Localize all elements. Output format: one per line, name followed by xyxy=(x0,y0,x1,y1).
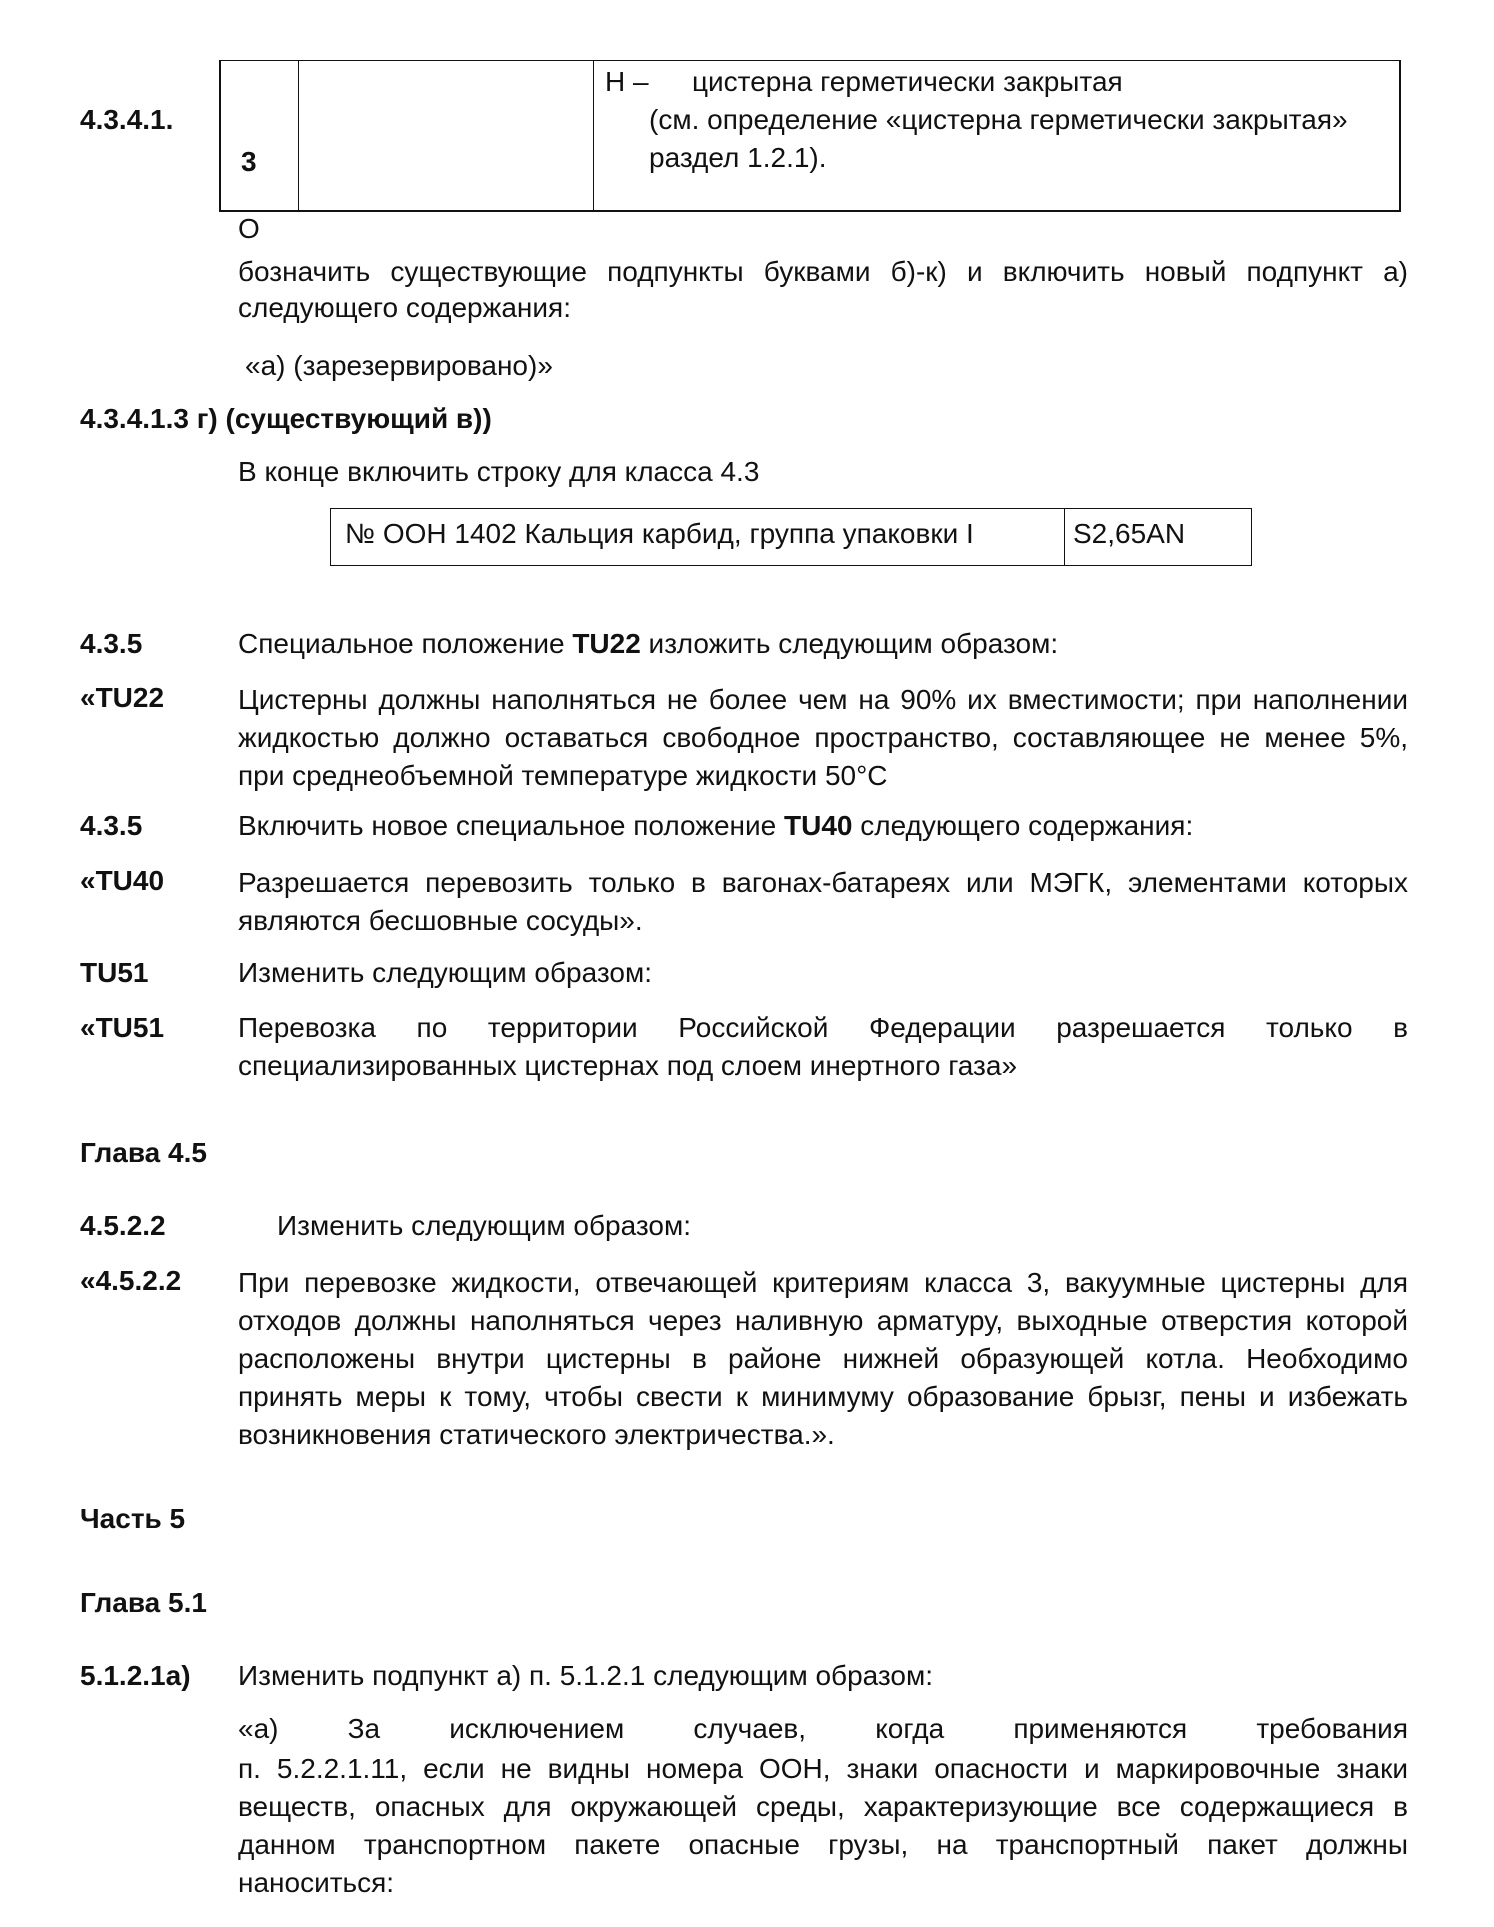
num-435-b: 4.3.5 xyxy=(80,810,143,841)
ch51-quote-line1: «а) За исключением случаев, когда применяются требования xyxy=(238,1713,1408,1744)
tu40-instruction xyxy=(238,809,1193,843)
tu22-instruction xyxy=(238,627,1058,661)
table-divider xyxy=(1064,509,1065,565)
table-cell-h-line2: (см. определение «цистерна герметически закрытая» xyxy=(649,104,1348,135)
quote-text-4522: При перевозке жидкости, отвечающей критериям класса 3, вакуумные цистерны для отходов должны наполняться через наливную арматуру, выходные отверстия которой расположены внутри цистерны в районе нижней образующей котла. Необходимо принять меры к тому, чтобы свести к минимуму образование брызг, пены и избежать возникновения статического электричества.». xyxy=(238,1267,1408,1450)
o-quote: «а) (зарезервировано)» xyxy=(245,350,553,381)
tu40-code: TU40 xyxy=(784,810,853,841)
num-4522: 4.5.2.2 xyxy=(80,1210,166,1241)
table-cell-code: 3 xyxy=(241,146,257,177)
tu51-quote-line2: специализированных цистернах под слоем инертного газа» xyxy=(238,1050,1018,1081)
tu40-text-a: Включить новое специальное положение xyxy=(238,810,784,841)
quote-label-4522: «4.5.2.2 xyxy=(80,1265,182,1296)
tu51-instruction: Изменить следующим образом: xyxy=(238,957,652,988)
tu51-num: TU51 xyxy=(80,957,149,988)
ch51-quote-rest: п. 5.2.2.1.11, если не видны номера ООН, знаки опасности и маркировочные знаки веществ, опасных для окружающей среды, характеризующие все содержащиеся в данном транспортном пакете опасные грузы, на транспортный пакет должны наноситься: xyxy=(238,1753,1408,1898)
tu51-quote-line1: Перевозка по территории Российской Федерации разрешается только в xyxy=(238,1012,1408,1043)
tu22-quote-text: Цистерны должны наполняться не более чем на 90% их вместимости; при наполнении жидкостью должно оставаться свободное пространство, составляющее не менее 5%, при среднеобъемной температуре жидкости 50°С xyxy=(238,684,1408,791)
tu22-quote-label: «TU22 xyxy=(80,682,165,713)
o-body: бозначить существующие подпункты буквами б)-к) и включить новый подпункт а) следующего содержания: xyxy=(238,256,1408,323)
table-cell-h-line3: раздел 1.2.1). xyxy=(649,142,827,173)
table-cell-h-text: цистерна герметически закрытая xyxy=(692,66,1123,97)
calcium-carbide-table xyxy=(330,508,1252,566)
tu22-text-c: изложить следующим образом: xyxy=(640,628,1059,659)
part-heading-5: Часть 5 xyxy=(80,1503,186,1534)
table-cell-substance: № ООН 1402 Кальция карбид, группа упаковки I xyxy=(345,518,974,549)
table-cell-code: S2,65AN xyxy=(1073,518,1186,549)
tu22-code: TU22 xyxy=(572,628,641,659)
ch45-instruction: Изменить следующим образом: xyxy=(277,1210,691,1241)
heading-43413: 4.3.4.1.3 г) (существующий в)) xyxy=(80,403,492,434)
num-435-a: 4.3.5 xyxy=(80,628,143,659)
chapter-heading-45: Глава 4.5 xyxy=(80,1137,207,1168)
table-divider xyxy=(298,61,299,210)
intro-43413: В конце включить строку для класса 4.3 xyxy=(238,456,760,487)
num-5121a: 5.1.2.1а) xyxy=(80,1660,191,1691)
ch51-instruction: Изменить подпункт а) п. 5.1.2.1 следующим образом: xyxy=(238,1660,934,1691)
tu40-quote-label: «TU40 xyxy=(80,865,165,896)
table-divider xyxy=(593,61,594,210)
tu51-quote-label: «TU51 xyxy=(80,1012,165,1043)
amendment-table xyxy=(219,60,1401,212)
section-label-4341: 4.3.4.1. xyxy=(80,104,174,135)
chapter-heading-51: Глава 5.1 xyxy=(80,1587,207,1618)
table-cell-h-prefix: Н – xyxy=(605,66,649,97)
tu40-text-c: следующего содержания: xyxy=(852,810,1194,841)
tu22-text-a: Специальное положение xyxy=(238,628,573,659)
tu40-quote-text: Разрешается перевозить только в вагонах-батареях или МЭГК, элементами которых являются бесшовные сосуды». xyxy=(238,867,1408,936)
o-letter: О xyxy=(238,213,260,244)
